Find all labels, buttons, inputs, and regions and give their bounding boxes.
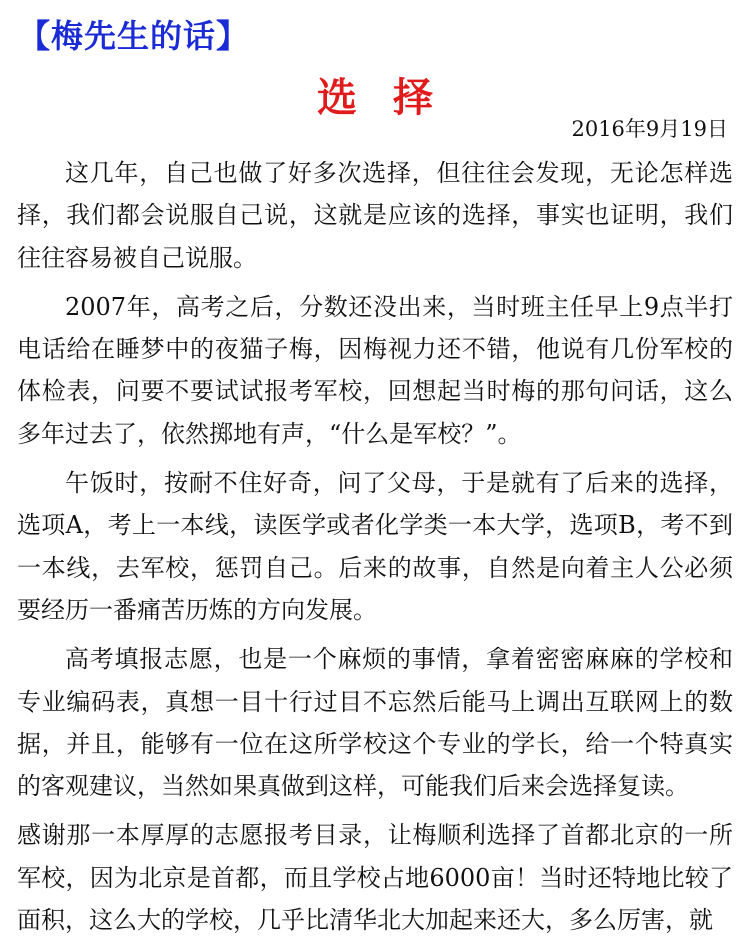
paragraph: 高考填报志愿，也是一个麻烦的事情，拿着密密麻麻的学校和专业编码表，真想一目十行过目不忘然后能马上调出互联网上的数据，并且，能够有一位在这所学校这个专业的学长，给一个特真实的客观建议，当然如果真做到这样，可能我们后来会选择复读。 xyxy=(17,645,733,801)
article-date: 2016年9月19日 xyxy=(571,117,728,141)
paragraph: 午饭时，按耐不住好奇，问了父母，于是就有了后来的选择，选项A，考上一本线，读医学或者化学类一本大学，选项B，考不到一本线，去军校，惩罚自己。后来的故事，自然是向着主人公必须要经历一番痛苦历炼的方向发展。 xyxy=(17,469,733,624)
paragraph: 这几年，自己也做了好多次选择，但往往会发现，无论怎样选择，我们都会说服自己说，这就是应该的选择，事实也证明，我们往往容易被自己说服。 xyxy=(17,159,733,272)
paragraph: 感谢那一本厚厚的志愿报考目录，让梅顺利选择了首都北京的一所军校，因为北京是首都，而且学校占地6000亩！当时还特地比较了面积，这么大的学校，几乎比清华北大加起来还大，多么厉害，就 xyxy=(17,821,733,935)
article-body xyxy=(17,152,733,948)
column-header: 【梅先生的话】 xyxy=(18,17,250,55)
paragraph: 2007年，高考之后，分数还没出来，当时班主任早上9点半打电话给在睡梦中的夜猫子梅，因梅视力还不错，他说有几份军校的体检表，问要不要试试报考军校，回想起当时梅的那句问话，这么多年过去了，依然掷地有声，“什么是军校？”。 xyxy=(17,292,733,448)
article-title: 选择 xyxy=(317,75,469,121)
